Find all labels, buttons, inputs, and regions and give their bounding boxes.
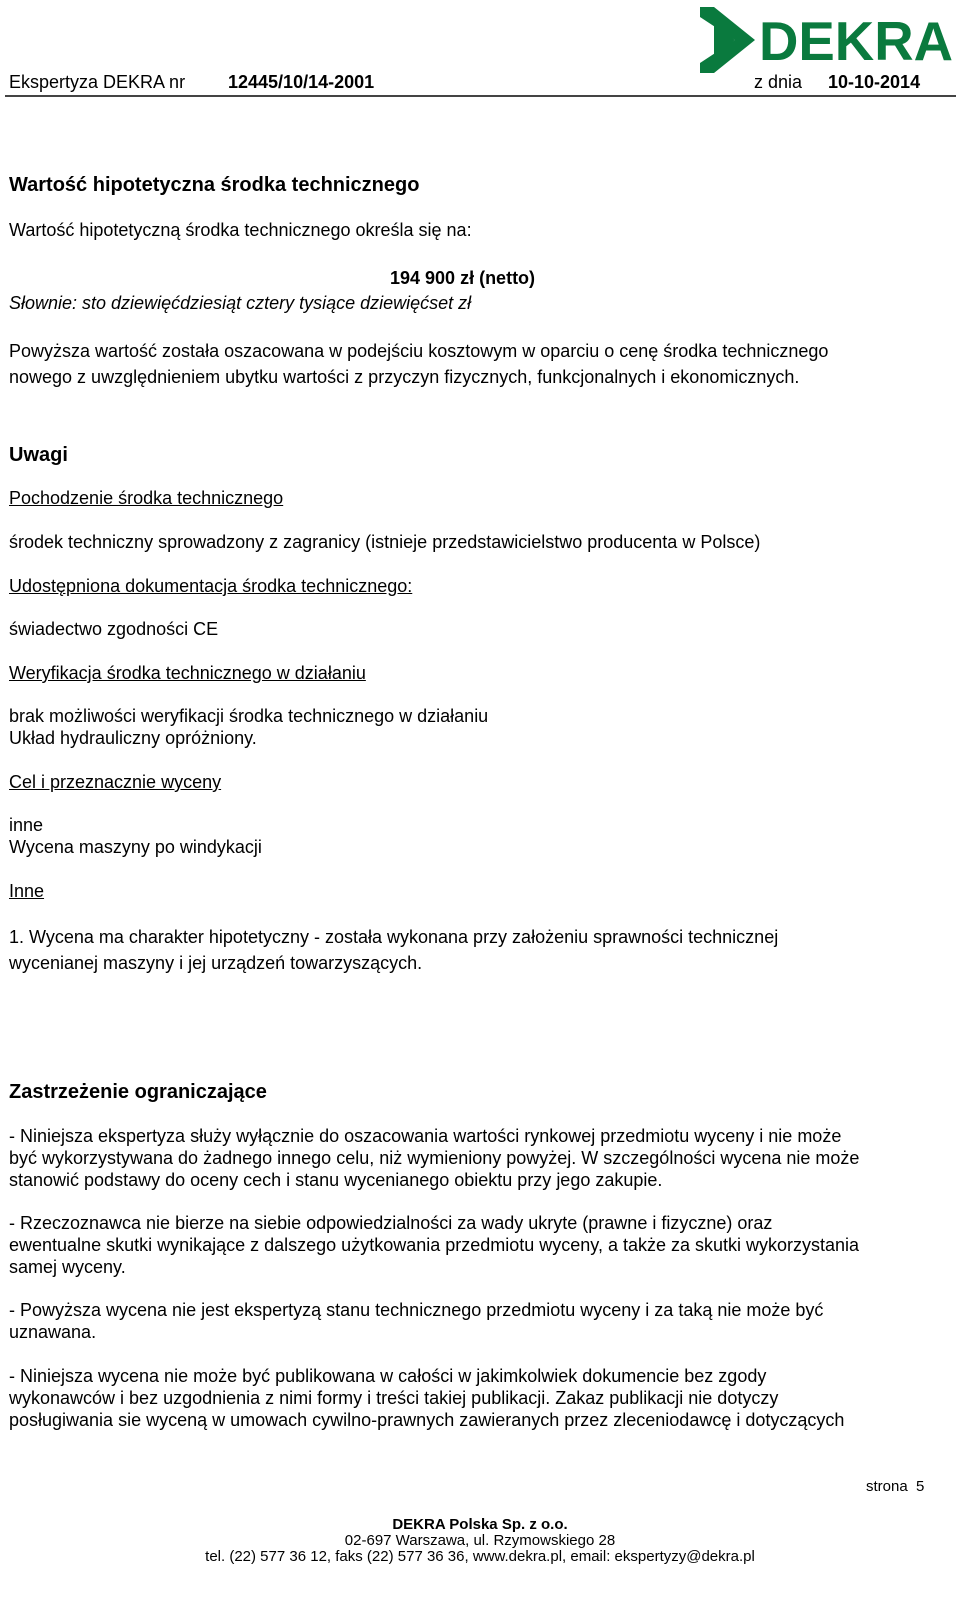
- other-line2: wycenianej maszyny i jej urządzeń towarzyszących.: [9, 953, 423, 973]
- page-number: [866, 1478, 924, 1495]
- restriction-4-line: wykonawców i bez uzgodnienia z nimi formy i treści takiej publikacji. Zakaz publikacji nie dotyczy: [9, 1388, 779, 1408]
- report-date: 10-10-2014: [828, 72, 921, 92]
- report-label: Ekspertyza DEKRA nr: [9, 72, 186, 92]
- report-number: 12445/10/14-2001: [228, 72, 375, 92]
- restriction-3-line: - Powyższa wycena nie jest ekspertyzą stanu technicznego przedmiotu wyceny i za taką nie może być: [9, 1300, 824, 1320]
- footer-contact: tel. (22) 577 36 12, faks (22) 577 36 36, www.dekra.pl, email: ekspertyzy@dekra.pl: [205, 1548, 755, 1565]
- report-date-label: z dnia: [754, 72, 803, 92]
- footer-company: DEKRA Polska Sp. z o.o.: [392, 1516, 568, 1533]
- origin-heading: Pochodzenie środka technicznego: [9, 488, 284, 508]
- value-amount: 194 900 zł (netto): [390, 268, 536, 288]
- value-intro: Wartość hipotetyczną środka technicznego określa się na:: [9, 220, 472, 240]
- restriction-4-line: posługiwania sie wyceną w umowach cywilno-prawnych zawieranych przez zleceniodawcę i dotyczących: [9, 1410, 845, 1430]
- restriction-1-line: być wykorzystywana do żadnego innego celu, niż wymieniony powyżej. W szczególności wycena nie może: [9, 1148, 860, 1168]
- remarks-title: Uwagi: [9, 444, 68, 466]
- restriction-2-line: ewentualne skutki wynikające z dalszego użytkowania przedmiotu wyceny, a także za skutki wykorzystania: [9, 1235, 860, 1255]
- value-description-line2: nowego z uwzględnieniem ubytku wartości z przyczyn fizycznych, funkcjonalnych i ekonomicznych.: [9, 367, 800, 387]
- origin-text: środek techniczny sprowadzony z zagranicy (istnieje przedstawicielstwo producenta w Polsce): [9, 532, 761, 552]
- restrictions-title: Zastrzeżenie ograniczające: [9, 1081, 267, 1103]
- restriction-1-line: stanowić podstawy do oceny cech i stanu wycenianego obiektu przy jego zakupie.: [9, 1170, 663, 1190]
- restriction-1-line: - Niniejsza ekspertyza służy wyłącznie do oszacowania wartości rynkowej przedmiotu wyceny i nie może: [9, 1126, 842, 1146]
- purpose-line2: Wycena maszyny po windykacji: [9, 837, 262, 857]
- purpose-heading: Cel i przeznacznie wyceny: [9, 772, 222, 792]
- restriction-2-line: - Rzeczoznawca nie bierze na siebie odpowiedzialności za wady ukryte (prawne i fizyczne) oraz: [9, 1213, 773, 1233]
- restriction-3-line: uznawana.: [9, 1322, 97, 1342]
- docs-heading: Udostępniona dokumentacja środka technicznego:: [9, 576, 413, 596]
- verification-line1: brak możliwości weryfikacji środka technicznego w działaniu: [9, 706, 489, 726]
- docs-text: świadectwo zgodności CE: [9, 619, 219, 639]
- page-number-value: 5: [916, 1478, 925, 1495]
- other-heading: Inne: [9, 881, 45, 901]
- verification-line2: Układ hydrauliczny opróżniony.: [9, 728, 257, 748]
- restriction-4-line: - Niniejsza wycena nie może być publikowana w całości w jakimkolwiek dokumencie bez zgody: [9, 1366, 767, 1386]
- verification-heading: Weryfikacja środka technicznego w działaniu: [9, 663, 366, 683]
- value-description-line1: Powyższa wartość została oszacowana w podejściu kosztowym w oparciu o cenę środka technicznego: [9, 341, 829, 361]
- page-number-label: strona: [866, 1478, 908, 1495]
- restriction-2-line: samej wyceny.: [9, 1257, 126, 1277]
- header-divider: [5, 95, 956, 97]
- purpose-line1: inne: [9, 815, 44, 835]
- footer-address: 02-697 Warszawa, ul. Rzymowskiego 28: [344, 1532, 616, 1549]
- dekra-logo: [697, 5, 956, 79]
- value-section-title: Wartość hipotetyczna środka technicznego: [9, 174, 420, 196]
- dekra-logo-text: DEKRA: [759, 10, 953, 72]
- other-line1: 1. Wycena ma charakter hipotetyczny - została wykonana przy założeniu sprawności technicznej: [9, 927, 779, 947]
- value-in-words: Słownie: sto dziewięćdziesiąt cztery tysiące dziewięćset zł: [9, 293, 472, 313]
